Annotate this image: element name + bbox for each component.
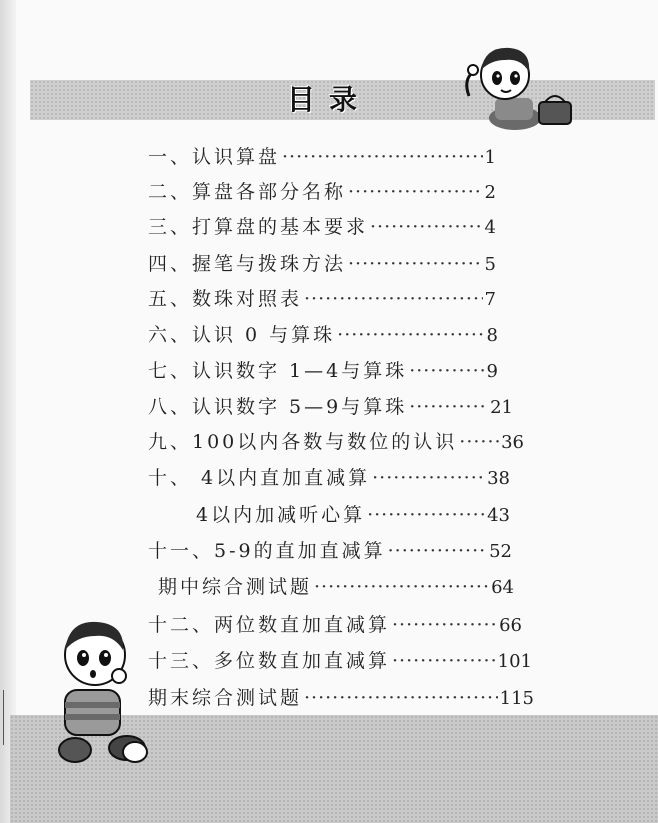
toc-entry-10: [148, 461, 510, 495]
toc-page-number: 43: [487, 505, 510, 526]
toc-dot-leader: [392, 608, 497, 642]
toc-title: 八、认识数字 5—9与算珠: [148, 396, 408, 418]
toc-title: 4以内加减听心算: [196, 504, 366, 526]
toc-title: 期中综合测试题: [158, 576, 313, 598]
toc-dot-leader: [282, 140, 483, 174]
toc-entry-6: [148, 318, 498, 352]
toc-page-number: 52: [489, 541, 512, 562]
toc-dot-leader: [348, 247, 483, 281]
toc-entry-16: [148, 681, 534, 715]
toc-dot-leader: [370, 210, 483, 244]
toc-title: 五、数珠对照表: [148, 288, 303, 310]
toc-dot-leader: [409, 354, 484, 388]
toc-dot-leader: [348, 175, 483, 209]
toc-title: 七、认识数字 1—4与算珠: [148, 360, 408, 382]
toc-dot-leader: [314, 570, 489, 604]
toc-dot-leader: [459, 425, 499, 459]
toc-title: 九、100以内各数与数位的认识: [148, 431, 458, 453]
toc-page-number: 7: [484, 289, 496, 310]
toc-title: 一、认识算盘: [148, 146, 281, 168]
toc-title: 二、算盘各部分名称: [148, 181, 347, 203]
toc-dot-leader: [304, 681, 498, 715]
page-title: 目录: [286, 83, 371, 116]
toc-dot-leader: [392, 644, 496, 678]
toc-dot-leader: [304, 282, 483, 316]
toc-entry-2: [148, 175, 496, 209]
toc-dot-leader: [367, 498, 485, 532]
toc-entry-11: [196, 498, 510, 532]
page-edge-line: [3, 690, 4, 745]
toc-entry-7: [148, 354, 498, 388]
toc-page-number: 115: [499, 688, 534, 709]
toc-entry-15: [148, 644, 532, 678]
toc-entry-3: [148, 210, 496, 244]
toc-title: 六、认识 0 与算珠: [148, 324, 336, 346]
toc-page-number: 101: [497, 651, 532, 672]
toc-title: 十一、5-9的直加直减算: [148, 540, 386, 562]
toc-entry-1: [148, 140, 496, 174]
toc-page-number: 5: [484, 254, 496, 275]
toc-page-number: 1: [484, 147, 496, 168]
toc-title: 十二、两位数直加直减算: [148, 614, 391, 636]
toc-page-number: 9: [486, 361, 498, 382]
toc-entry-4: [148, 247, 496, 281]
toc-page-number: 2: [484, 182, 496, 203]
toc-page-number: 21: [490, 397, 513, 418]
toc-entry-12: [148, 534, 512, 568]
toc-dot-leader: [388, 534, 487, 568]
toc-page-number: 64: [491, 577, 514, 598]
toc-page-number: 8: [486, 325, 498, 346]
toc-dot-leader: [372, 461, 485, 495]
toc-entry-5: [148, 282, 496, 316]
toc-entry-9: [148, 425, 524, 459]
toc-entry-8: [148, 390, 513, 424]
toc-title: 期末综合测试题: [148, 687, 303, 709]
toc-page-number: 4: [484, 217, 496, 238]
toc-title: 十、 4以内直加直减算: [148, 467, 371, 489]
cartoon-boy-bottom-illustration: [35, 610, 165, 770]
toc-entry-14: [148, 608, 522, 642]
toc-title: 四、握笔与拨珠方法: [148, 253, 347, 275]
toc-title: 十三、多位数直加直减算: [148, 650, 391, 672]
cartoon-boy-top-illustration: [455, 40, 580, 135]
toc-dot-leader: [337, 318, 484, 352]
toc-page-number: 36: [501, 432, 524, 453]
toc-page-number: 66: [499, 615, 522, 636]
toc-page-number: 38: [487, 468, 510, 489]
toc-title: 三、打算盘的基本要求: [148, 216, 369, 238]
toc-entry-13: [158, 570, 514, 604]
toc-dot-leader: [409, 390, 488, 424]
